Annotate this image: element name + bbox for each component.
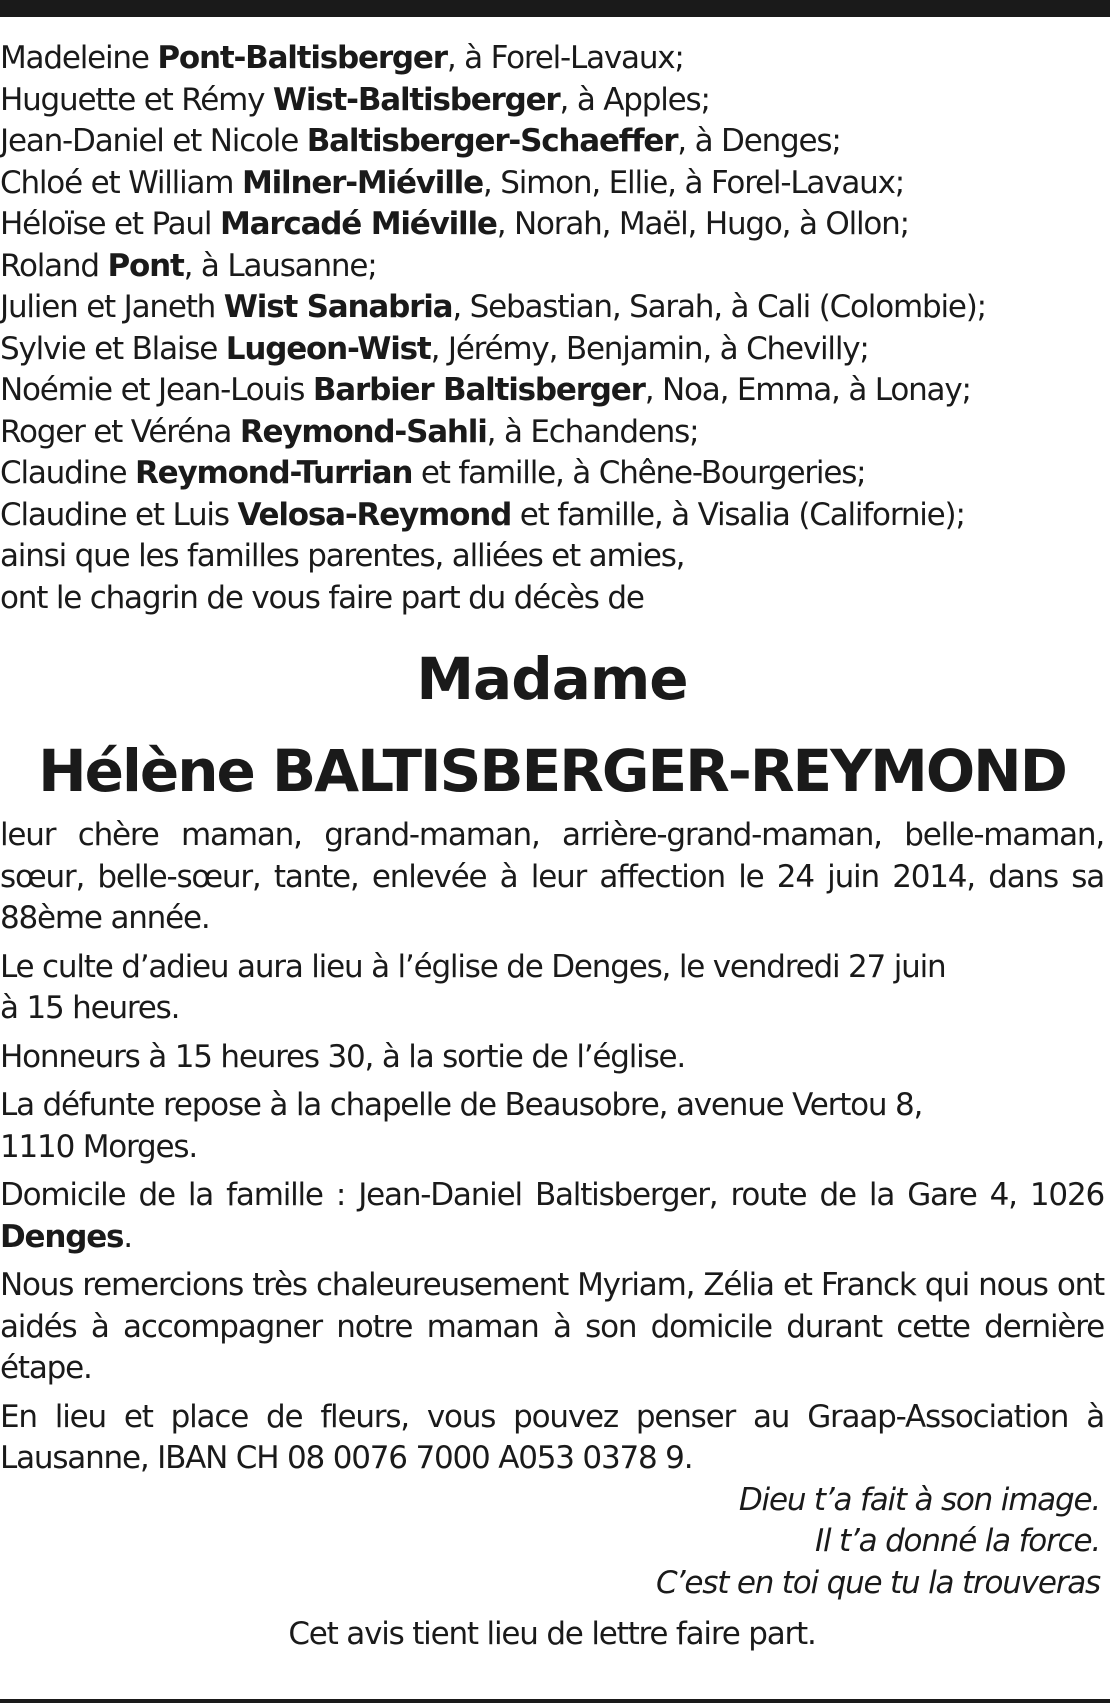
family-surname: Marcadé Miéville — [219, 206, 497, 242]
family-line: Héloïse et Paul Marcadé Miéville, Norah, Maël, Hugo, à Ollon; — [0, 206, 909, 242]
bottom-rule — [0, 1699, 1110, 1703]
thanks-paragraph: Nous remercions très chaleureusement Myriam, Zélia et Franck qui nous ont aidés à accompagner notre maman à son domicile durant cette dernière étape. — [0, 1267, 1104, 1386]
domicile-town: Denges — [0, 1218, 124, 1255]
family-line: Chloé et William Milner-Miéville, Simon, Ellie, à Forel-Lavaux; — [0, 164, 904, 201]
family-line: Roland Pont, à Lausanne; — [0, 247, 377, 284]
family-line: Sylvie et Blaise Lugeon-Wist, Jérémy, Benjamin, à Chevilly; — [0, 330, 869, 367]
family-line: Claudine Reymond-Turrian et famille, à Chêne-Bourgeries; — [0, 455, 866, 491]
rest-paragraph: La défunte repose à la chapelle de Beausobre, avenue Vertou 8, 1110 Morges. — [0, 1087, 923, 1165]
poem-line: C’est en toi que tu la trouveras — [655, 1564, 1100, 1601]
footer-note: Cet avis tient lieu de lettre faire part. — [288, 1616, 816, 1652]
family-surname: Barbier Baltisberger — [312, 372, 645, 408]
family-surname: Reymond-Turrian — [134, 455, 413, 491]
family-surname: Baltisberger-Schaeffer — [306, 123, 678, 159]
family-line: Roger et Véréna Reymond-Sahli, à Echandens; — [0, 413, 699, 450]
poem — [0, 1480, 1104, 1605]
family-line: Julien et Janeth Wist Sanabria, Sebastian, Sarah, à Cali (Colombie); — [0, 289, 986, 325]
deceased-title: Madame — [416, 645, 688, 713]
obituary-notice — [0, 38, 1104, 1656]
family-line: Jean-Daniel et Nicole Baltisberger-Schaeffer, à Denges; — [0, 123, 841, 159]
poem-line: Dieu t’a fait à son image. — [738, 1481, 1100, 1518]
family-line: Huguette et Rémy Wist-Baltisberger, à Apples; — [0, 81, 710, 118]
family-surname: Wist-Baltisberger — [272, 81, 560, 118]
family-surname: Milner-Miéville — [241, 164, 483, 201]
family-surname: Pont-Baltisberger — [157, 40, 447, 76]
poem-line: Il t’a donné la force. — [815, 1523, 1100, 1559]
top-rule — [0, 0, 1110, 17]
family-line: Madeleine Pont-Baltisberger, à Forel-Lavaux; — [0, 40, 684, 76]
honours-paragraph: Honneurs à 15 heures 30, à la sortie de l’église. — [0, 1038, 686, 1075]
family-surname: Pont — [107, 247, 184, 284]
deceased-name: Hélène BALTISBERGER-REYMOND — [38, 737, 1066, 805]
flowers-paragraph: En lieu et place de fleurs, vous pouvez penser au Graap-Association à Lausanne, IBAN CH 08 0076 7000 A053 0378 9. — [0, 1398, 1104, 1476]
family-surname: Lugeon-Wist — [225, 330, 431, 367]
family-line: Noémie et Jean-Louis Barbier Baltisberger, Noa, Emma, à Lonay; — [0, 372, 971, 408]
domicile-paragraph: Domicile de la famille : Jean-Daniel Baltisberger, route de la Gare 4, 1026 Denges. — [0, 1177, 1104, 1255]
family-line: Claudine et Luis Velosa-Reymond et famille, à Visalia (Californie); — [0, 496, 965, 533]
description-paragraph: leur chère maman, grand-maman, arrière-grand-maman, belle-maman, sœur, belle-sœur, tante, enlevée à leur affection le 24 juin 2014, dans sa 88ème année. — [0, 817, 1104, 936]
family-surname: Wist Sanabria — [223, 289, 453, 325]
family-surname: Velosa-Reymond — [237, 496, 512, 533]
service-paragraph: Le culte d’adieu aura lieu à l’église de Denges, le vendredi 27 juin à 15 heures. — [0, 948, 946, 1026]
intro-text: ainsi que les familles parentes, alliées et amies, ont le chagrin de vous faire part du décès de — [0, 538, 685, 616]
family-surname: Reymond-Sahli — [239, 413, 487, 450]
family-list — [0, 38, 1104, 536]
